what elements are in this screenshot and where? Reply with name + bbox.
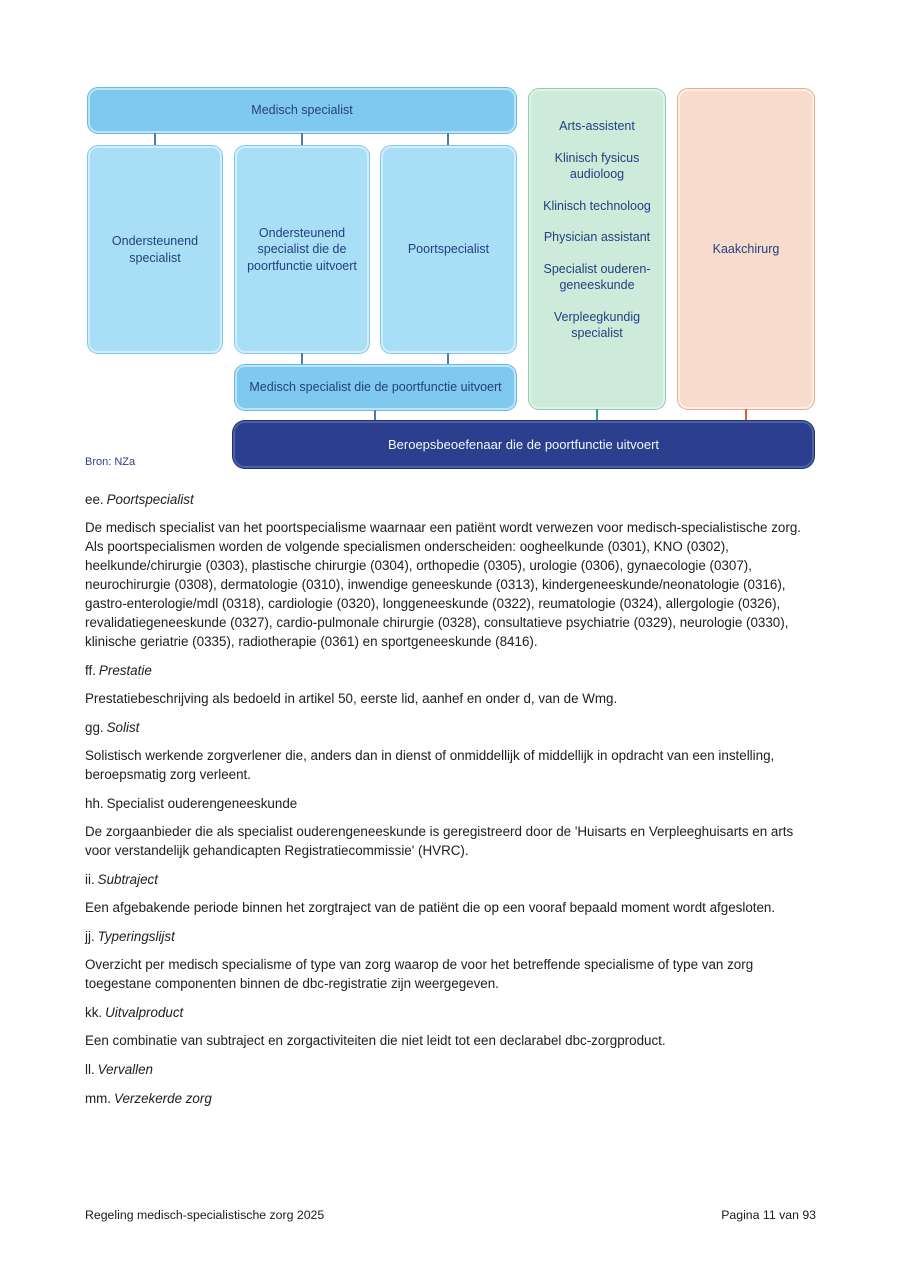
green-group-item: Arts-assistent [559, 119, 635, 133]
definition-body-ii: Een afgebakende periode binnen het zorgtraject van de patiënt die op een vooraf bepaald moment wordt afgesloten. [85, 900, 776, 915]
box-beroepsbeoefenaar-poortfunctie [233, 421, 814, 468]
box-label: Poortspecialist [407, 242, 490, 257]
box-medisch-specialist [88, 88, 516, 133]
box-label: Medisch specialist [251, 103, 353, 118]
box-overige-beroepen [529, 89, 665, 409]
term-prefix: mm. [85, 1091, 112, 1106]
term-word: Subtraject [97, 872, 158, 887]
term-word: Solist [106, 720, 140, 735]
term-prefix: ii. [85, 872, 95, 887]
definition-term-ll [85, 1060, 816, 1079]
definition-body-ee: De medisch specialist van het poortspecialisme waarnaar een patiënt wordt verwezen voor medisch-specialistische zorg. Als poortspecialismen worden de volgende specialismen onderscheiden: oogheelkunde (0301), KNO (0302), heelkunde/chirurgie (0303), plastische chirurgie (0304), orthopedie (0305), urologie (0306), gynaecologie (0307), neurochirurgie (0308), dermatologie (0310), inwendige geneeskunde (0313), kindergeneeskunde/neonatologie (0316), gastro-enterologie/mdl (0318), cardiologie (0320), longgeneeskunde (0322), reumatologie (0324), allergologie (0326), revalidatiegeneeskunde (0327), cardio-pulmonale chirurgie (0328), consultatieve psychiatrie (0329), neurologie (0330), klinische geriatrie (0335), radiotherapie (0361) en sportgeneeskunde (8416). [85, 520, 801, 649]
box-ondersteunend-specialist [88, 146, 222, 353]
definition-body-jj: Overzicht per medisch specialisme of type van zorg waarop de voor het betreffende specialisme of type van zorg toegestane componenten binnen de dbc-registratie zijn weergegeven. [85, 957, 754, 991]
term-word: Specialist ouderengeneeskunde [106, 796, 298, 811]
term-prefix: ff. [85, 663, 96, 678]
definition-term-kk [85, 1003, 816, 1022]
green-group-item: Physician assistant [543, 230, 651, 244]
connector-line [301, 133, 303, 146]
term-prefix: ll. [85, 1062, 95, 1077]
term-word: Prestatie [98, 663, 152, 678]
definition-term-ee [85, 490, 816, 509]
box-label: Medisch specialist die de poortfunctie uitvoert [249, 380, 502, 395]
footer-document-title: Regeling medisch-specialistische zorg 2025 [85, 1208, 325, 1222]
box-medisch-specialist-poortfunctie [235, 365, 516, 410]
definition-term-ff [85, 661, 816, 680]
org-diagram [87, 88, 814, 468]
source-label: Bron: NZa [85, 456, 136, 468]
term-prefix: kk. [85, 1005, 103, 1020]
term-prefix: ee. [85, 492, 104, 507]
connector-line [374, 410, 376, 421]
footer-page-number: Pagina 11 van 93 [721, 1208, 816, 1222]
box-label: Ondersteunend specialist [111, 234, 199, 265]
term-prefix: hh. [85, 796, 104, 811]
definition-term-ii [85, 870, 816, 889]
connector-line [745, 409, 747, 421]
term-word: Uitvalproduct [105, 1005, 184, 1020]
connector-line [154, 133, 156, 146]
connector-line [301, 353, 303, 365]
green-group-item: Klinisch technoloog [543, 198, 651, 213]
green-group-item: Verpleegkundig specialist [553, 309, 641, 340]
definition-body-hh: De zorgaanbieder die als specialist ouderengeneeskunde is geregistreerd door de 'Huisarts en Verpleeghuisarts en arts voor verstandelijk gehandicapten Registratiecommissie' (HVRC). [85, 824, 794, 858]
term-word: Vervallen [97, 1062, 153, 1077]
green-group-item: Klinisch fysicus audioloog [554, 150, 640, 181]
term-word: Typeringslijst [97, 929, 175, 944]
definitions-content [85, 490, 816, 1117]
connector-line [596, 409, 598, 421]
definition-term-hh [85, 794, 816, 813]
box-label: Kaakchirurg [712, 241, 780, 256]
definition-term-jj [85, 927, 816, 946]
term-prefix: jj. [85, 929, 95, 944]
definition-term-mm [85, 1089, 816, 1108]
term-prefix: gg. [85, 720, 104, 735]
box-ondersteunend-specialist-poortfunctie [235, 146, 369, 353]
term-word: Poortspecialist [106, 492, 194, 507]
box-label: Ondersteunend specialist die de poortfunctie uitvoert [247, 225, 357, 273]
green-group-item: Specialist ouderen-geneeskunde [543, 261, 651, 292]
term-word: Verzekerde zorg [114, 1091, 212, 1106]
definition-body-gg: Solistisch werkende zorgverlener die, anders dan in dienst of onmiddellijk of middellijk in opdracht van een instelling, beroepsmatig zorg verleent. [85, 748, 775, 782]
page-footer [85, 1208, 816, 1222]
definition-body-ff: Prestatiebeschrijving als bedoeld in artikel 50, eerste lid, aanhef en onder d, van de Wmg. [85, 691, 618, 706]
box-kaakchirurg [678, 89, 814, 409]
definition-term-gg [85, 718, 816, 737]
box-poortspecialist [381, 146, 516, 353]
connector-line [447, 353, 449, 365]
definition-body-kk: Een combinatie van subtraject en zorgactiviteiten die niet leidt tot een declarabel dbc-zorgproduct. [85, 1033, 666, 1048]
connector-line [447, 133, 449, 146]
box-label: Beroepsbeoefenaar die de poortfunctie uitvoert [387, 436, 660, 452]
